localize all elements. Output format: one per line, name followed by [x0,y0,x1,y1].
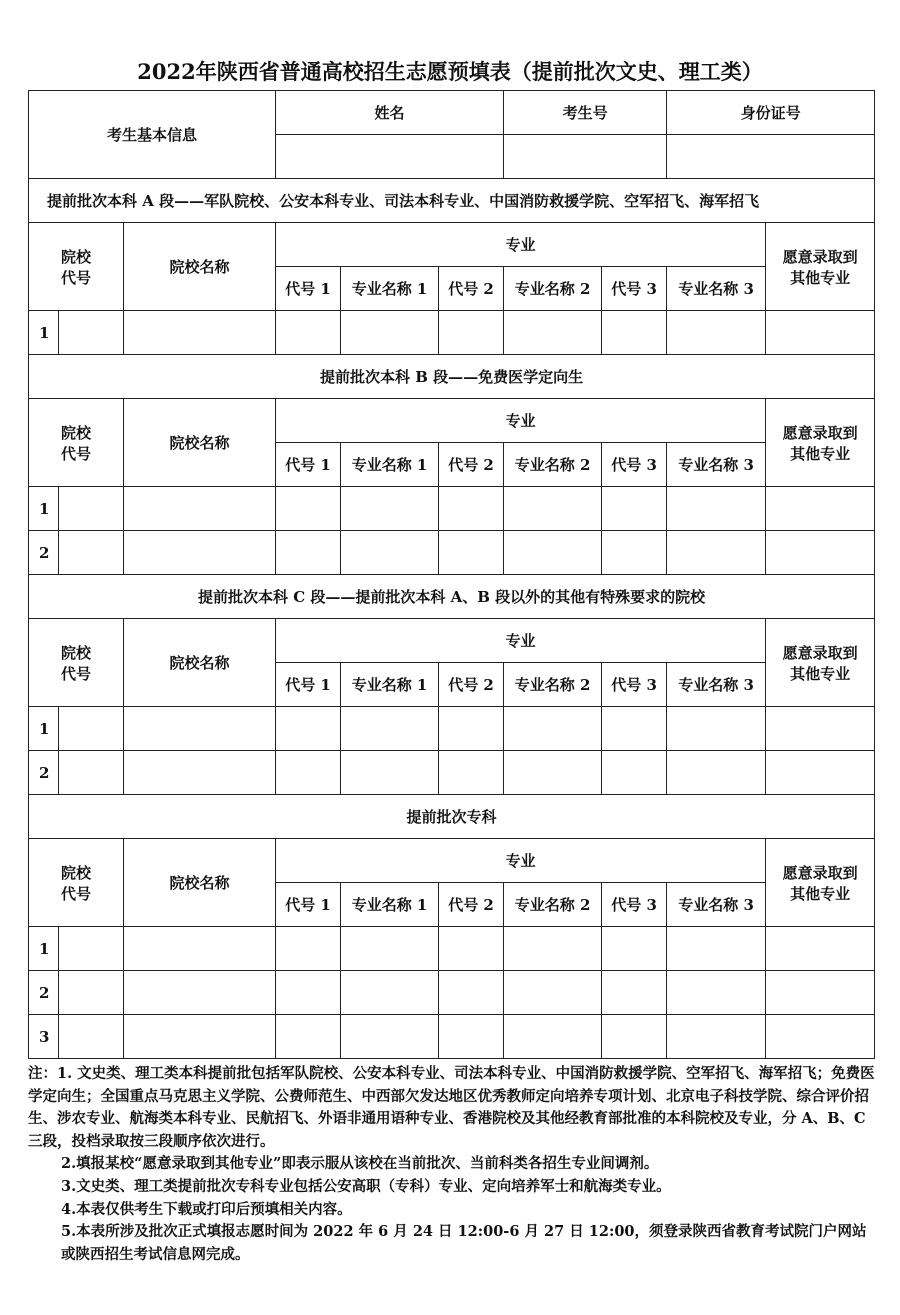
school-name-input[interactable] [124,1015,276,1059]
major-name-3-input[interactable] [667,531,766,575]
accept-other-major-input[interactable] [766,1015,875,1059]
school-name-input[interactable] [124,707,276,751]
major-code-1-input[interactable] [276,707,341,751]
name-input[interactable] [276,135,504,179]
note-3: 3.文史类、理工类提前批次专科专业包括公安高职（专科）专业、定向培养军士和航海类专业。 [61,1177,671,1195]
major-code2-header: 代号 2 [439,267,504,311]
row-number: 2 [29,531,59,575]
accept-other-major-header: 愿意录取到 其他专业 [766,223,875,311]
major-header: 专业 [276,223,766,267]
note-5: 5.本表所涉及批次正式填报志愿时间为 2022 年 6 月 24 日 12:00-6 月 27 日 12:00，须登录陕西省教育考试院门户网站或陕西招生考试信息网完成。 [61,1223,867,1263]
major-name3-header: 专业名称 3 [667,663,766,707]
major-code2-header: 代号 2 [439,883,504,927]
school-code-header: 院校 代号 [29,839,124,927]
major-code-3-input[interactable] [602,311,667,355]
row-number: 1 [29,927,59,971]
school-code-input[interactable] [59,927,124,971]
major-code1-header: 代号 1 [276,443,341,487]
major-code3-header: 代号 3 [602,443,667,487]
school-name-input[interactable] [124,531,276,575]
major-name2-header: 专业名称 2 [504,883,602,927]
major-name3-header: 专业名称 3 [667,443,766,487]
major-name-1-input[interactable] [341,311,439,355]
accept-other-major-input[interactable] [766,531,875,575]
major-header: 专业 [276,839,766,883]
major-code3-header: 代号 3 [602,883,667,927]
major-code-1-input[interactable] [276,311,341,355]
major-code2-header: 代号 2 [439,663,504,707]
notes [28,1063,876,1266]
accept-other-major-input[interactable] [766,487,875,531]
major-name-2-input[interactable] [504,927,602,971]
page-title: 2022年陕西省普通高校招生志愿预填表（提前批次文史、理工类） [137,59,763,84]
school-name-input[interactable] [124,311,276,355]
exam-number-header: 考生号 [504,91,667,135]
major-name-3-input[interactable] [667,971,766,1015]
major-name-3-input[interactable] [667,311,766,355]
major-code1-header: 代号 1 [276,663,341,707]
major-code3-header: 代号 3 [602,267,667,311]
major-code-3-input[interactable] [602,927,667,971]
section-title: 提前批次专科 [29,795,875,839]
major-name-1-input[interactable] [341,1015,439,1059]
exam-number-input[interactable] [504,135,667,179]
major-code-1-input[interactable] [276,927,341,971]
major-name-2-input[interactable] [504,707,602,751]
school-name-input[interactable] [124,751,276,795]
major-name-1-input[interactable] [341,487,439,531]
major-name-2-input[interactable] [504,1015,602,1059]
accept-other-major-header: 愿意录取到 其他专业 [766,839,875,927]
major-name2-header: 专业名称 2 [504,443,602,487]
major-code3-header: 代号 3 [602,663,667,707]
major-code-2-input[interactable] [439,927,504,971]
school-code-input[interactable] [59,751,124,795]
accept-other-major-input[interactable] [766,927,875,971]
school-code-input[interactable] [59,487,124,531]
major-code1-header: 代号 1 [276,267,341,311]
major-name-2-input[interactable] [504,311,602,355]
row-number: 1 [29,707,59,751]
school-name-input[interactable] [124,927,276,971]
major-header: 专业 [276,619,766,663]
major-name-2-input[interactable] [504,531,602,575]
school-name-input[interactable] [124,971,276,1015]
basic-info-label: 考生基本信息 [29,91,276,179]
major-code-2-input[interactable] [439,311,504,355]
school-code-header: 院校 代号 [29,399,124,487]
major-name1-header: 专业名称 1 [341,883,439,927]
major-name-3-input[interactable] [667,751,766,795]
section-title: 提前批次本科 B 段——免费医学定向生 [29,355,875,399]
row-number: 2 [29,751,59,795]
major-name-1-input[interactable] [341,531,439,575]
row-number: 2 [29,971,59,1015]
row-number: 1 [29,311,59,355]
major-name1-header: 专业名称 1 [341,443,439,487]
major-name-3-input[interactable] [667,1015,766,1059]
major-name-2-input[interactable] [504,751,602,795]
school-code-header: 院校 代号 [29,619,124,707]
row-number: 3 [29,1015,59,1059]
major-code2-header: 代号 2 [439,443,504,487]
major-name-1-input[interactable] [341,927,439,971]
section-title: 提前批次本科 A 段——军队院校、公安本科专业、司法本科专业、中国消防救援学院、空军招飞、海军招飞 [29,179,875,223]
note-1: 注：1. 文史类、理工类本科提前批包括军队院校、公安本科专业、司法本科专业、中国消防救援学院、空军招飞、海军招飞；免费医学定向生；全国重点马克思主义学院、公费师范生、中西部欠发达地区优秀教师定向培养专项计划、北京电子科技学院、综合评价招生、涉农专业、航海类本科专业、民航招飞、外语非通用语种专业、香港院校及其他经教育部批准的本科院校及专业，分 A、B、C 三段，投档录取按三段顺序依次进行。 [28,1065,875,1150]
school-name-header: 院校名称 [124,619,276,707]
school-name-header: 院校名称 [124,399,276,487]
section-title: 提前批次本科 C 段——提前批次本科 A、B 段以外的其他有特殊要求的院校 [29,575,875,619]
major-code-3-input[interactable] [602,1015,667,1059]
major-code-2-input[interactable] [439,487,504,531]
note-2: 2.填报某校“愿意录取到其他专业”即表示服从该校在当前批次、当前科类各招生专业间调剂。 [61,1155,659,1173]
major-code-2-input[interactable] [439,707,504,751]
accept-other-major-input[interactable] [766,751,875,795]
major-name-1-input[interactable] [341,751,439,795]
id-number-header: 身份证号 [667,91,875,135]
major-code-3-input[interactable] [602,531,667,575]
school-name-header: 院校名称 [124,223,276,311]
note-4: 4.本表仅供考生下载或打印后预填相关内容。 [61,1200,352,1218]
major-code-2-input[interactable] [439,1015,504,1059]
school-name-input[interactable] [124,487,276,531]
major-code-1-input[interactable] [276,531,341,575]
major-name-1-input[interactable] [341,707,439,751]
accept-other-major-input[interactable] [766,311,875,355]
major-name2-header: 专业名称 2 [504,267,602,311]
school-code-input[interactable] [59,311,124,355]
major-name1-header: 专业名称 1 [341,663,439,707]
major-code-3-input[interactable] [602,751,667,795]
major-name3-header: 专业名称 3 [667,267,766,311]
school-code-input[interactable] [59,1015,124,1059]
major-name-2-input[interactable] [504,487,602,531]
major-name-2-input[interactable] [504,971,602,1015]
major-header: 专业 [276,399,766,443]
school-name-header: 院校名称 [124,839,276,927]
school-code-input[interactable] [59,707,124,751]
major-code-1-input[interactable] [276,1015,341,1059]
major-code1-header: 代号 1 [276,883,341,927]
major-name-3-input[interactable] [667,487,766,531]
accept-other-major-input[interactable] [766,707,875,751]
major-code-3-input[interactable] [602,707,667,751]
major-code-3-input[interactable] [602,971,667,1015]
major-code-1-input[interactable] [276,751,341,795]
major-name3-header: 专业名称 3 [667,883,766,927]
major-code-3-input[interactable] [602,487,667,531]
application-form-table [28,90,875,1059]
major-name2-header: 专业名称 2 [504,663,602,707]
major-name-3-input[interactable] [667,707,766,751]
major-name-3-input[interactable] [667,927,766,971]
school-code-input[interactable] [59,531,124,575]
school-code-header: 院校 代号 [29,223,124,311]
major-name1-header: 专业名称 1 [341,267,439,311]
major-code-1-input[interactable] [276,971,341,1015]
name-header: 姓名 [276,91,504,135]
major-code-2-input[interactable] [439,531,504,575]
major-code-1-input[interactable] [276,487,341,531]
major-code-2-input[interactable] [439,971,504,1015]
row-number: 1 [29,487,59,531]
accept-other-major-input[interactable] [766,971,875,1015]
id-number-input[interactable] [667,135,875,179]
major-code-2-input[interactable] [439,751,504,795]
accept-other-major-header: 愿意录取到 其他专业 [766,399,875,487]
major-name-1-input[interactable] [341,971,439,1015]
school-code-input[interactable] [59,971,124,1015]
accept-other-major-header: 愿意录取到 其他专业 [766,619,875,707]
